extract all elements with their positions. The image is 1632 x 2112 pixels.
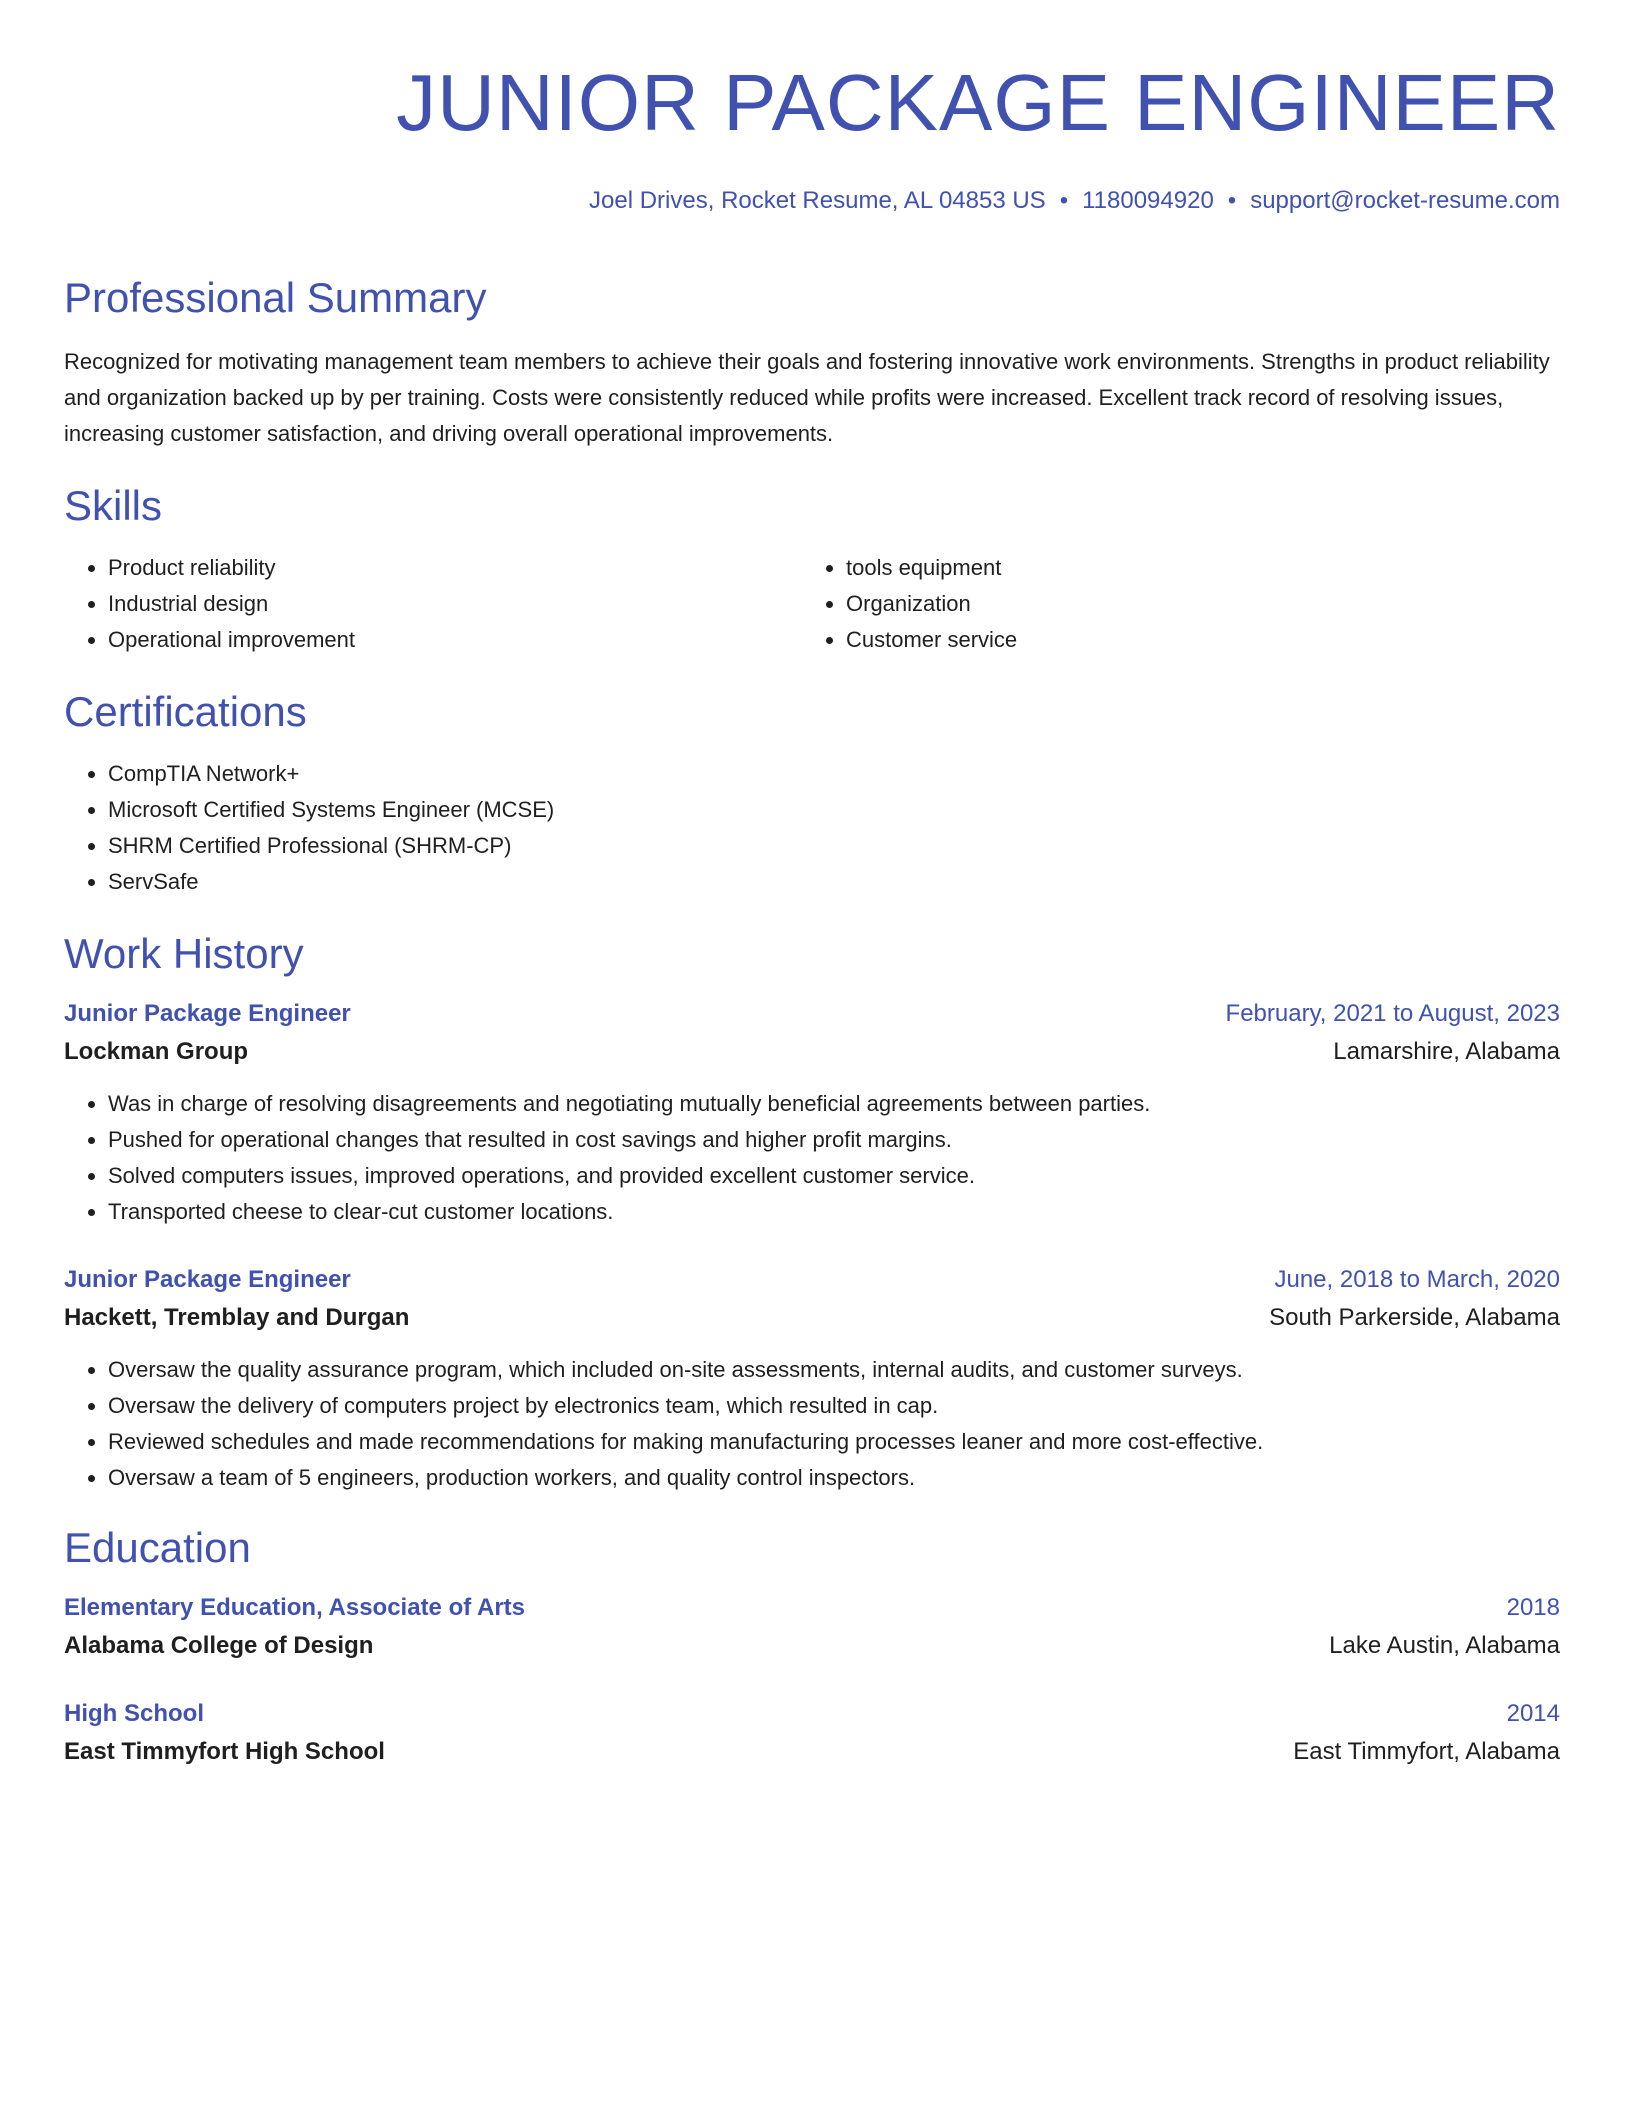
job-bullet: • Oversaw a team of 5 engineers, production workers, and quality control inspectors. (108, 1460, 1560, 1496)
job-bullets (64, 1352, 1560, 1496)
certification-item: • Microsoft Certified Systems Engineer (MCSE) (108, 792, 1560, 828)
job-dates: February, 2021 to August, 2023 (1225, 1000, 1560, 1027)
contact-address: Joel Drives, Rocket Resume, AL 04853 US (589, 187, 1046, 214)
skills-column-left (64, 550, 802, 658)
skill-item: • Organization (846, 586, 1540, 622)
skill-item: • Operational improvement (108, 622, 802, 658)
contact-email[interactable]: support@rocket-resume.com (1250, 187, 1560, 214)
skills-column-right (802, 550, 1540, 658)
job-bullet: • Pushed for operational changes that resulted in cost savings and higher profit margins. (108, 1122, 1560, 1158)
certification-item: • SHRM Certified Professional (SHRM-CP) (108, 828, 1560, 864)
certifications-heading: Certifications (64, 688, 307, 735)
job-bullet: • Oversaw the delivery of computers project by electronics team, which resulted in cap. (108, 1388, 1560, 1424)
job-bullet: • Was in charge of resolving disagreements and negotiating mutually beneficial agreements between parties. (108, 1086, 1560, 1122)
work-history-heading: Work History (64, 930, 304, 977)
certification-item: • CompTIA Network+ (108, 756, 1560, 792)
education-school: Alabama College of Design (64, 1632, 374, 1659)
job-bullets (64, 1086, 1560, 1230)
contact-phone: 1180094920 (1082, 187, 1214, 214)
education-year: 2014 (1506, 1700, 1560, 1727)
contact-separator: • (1227, 187, 1237, 214)
job-company: Hackett, Tremblay and Durgan (64, 1304, 410, 1331)
job-title: Junior Package Engineer (64, 1000, 351, 1027)
skills-list (64, 550, 1560, 658)
skill-item: • Customer service (846, 622, 1540, 658)
job-title: Junior Package Engineer (64, 1266, 351, 1293)
education-location: Lake Austin, Alabama (1329, 1632, 1560, 1659)
summary-text: Recognized for motivating management team members to achieve their goals and fostering innovative work environments. Strengths in product reliability and organization backed up by per training. Costs were consistently reduced while profits were increased. Excellent track record of resolving issues, increasing customer satisfaction, and driving overall operational improvements. (64, 349, 1550, 446)
education-heading: Education (64, 1524, 251, 1571)
contact-line (64, 186, 1560, 216)
certifications-list (64, 756, 1560, 900)
job-location: Lamarshire, Alabama (1333, 1038, 1560, 1065)
job-bullet: • Transported cheese to clear-cut customer locations. (108, 1194, 1560, 1230)
job-bullet: • Solved computers issues, improved operations, and provided excellent customer service. (108, 1158, 1560, 1194)
job-dates: June, 2018 to March, 2020 (1274, 1266, 1560, 1293)
job-bullet: • Oversaw the quality assurance program, which included on-site assessments, internal audits, and customer surveys. (108, 1352, 1560, 1388)
skill-item: • Product reliability (108, 550, 802, 586)
skill-item: • Industrial design (108, 586, 802, 622)
education-location: East Timmyfort, Alabama (1293, 1738, 1560, 1765)
education-degree: Elementary Education, Associate of Arts (64, 1594, 526, 1621)
education-entry (64, 1696, 1560, 1772)
education-year: 2018 (1506, 1594, 1560, 1621)
education-degree: High School (64, 1700, 204, 1727)
certification-item: • ServSafe (108, 864, 1560, 900)
skills-heading: Skills (64, 482, 163, 529)
job-location: South Parkerside, Alabama (1269, 1304, 1560, 1331)
skill-item: • tools equipment (846, 550, 1540, 586)
education-entry (64, 1590, 1560, 1666)
education-school: East Timmyfort High School (64, 1738, 385, 1765)
resume-title: JUNIOR PACKAGE ENGINEER (396, 58, 1560, 147)
job-entry (64, 1262, 1560, 1496)
summary-heading: Professional Summary (64, 274, 487, 321)
job-company: Lockman Group (64, 1038, 249, 1065)
contact-separator: • (1059, 187, 1069, 214)
job-bullet: • Reviewed schedules and made recommendations for making manufacturing processes leaner and more cost-effective. (108, 1424, 1560, 1460)
resume-page (64, 0, 1560, 1772)
job-entry (64, 996, 1560, 1230)
